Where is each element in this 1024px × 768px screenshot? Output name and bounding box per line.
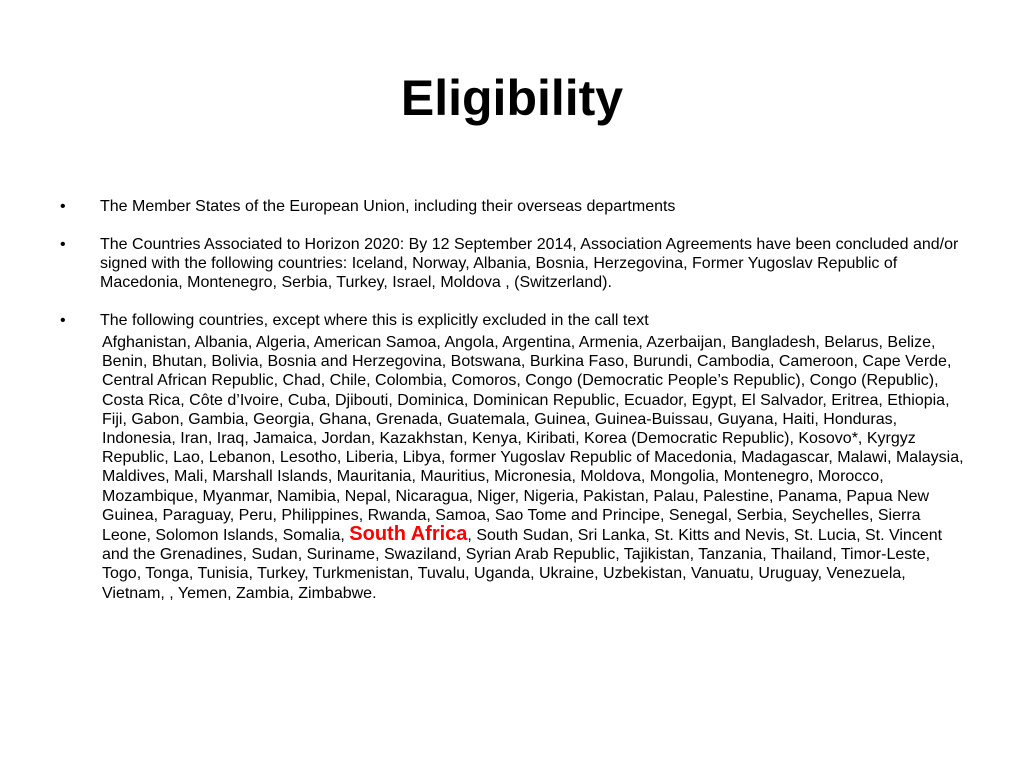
bullet-text: The following countries, except where this is explicitly excluded in the call text [100,312,649,329]
country-list-after: , South Sudan, Sri Lanka, St. Kitts and Nevis, St. Lucia, St. Vincent and the Grenadines, Sudan, Suriname, Swaziland, Syrian Arab Republic, Tajikistan, Tanzania, Thailand, Timor-Leste, Togo, Tonga, Tunisia, Turkey, Turkmenistan, Tuvalu, Uganda, Ukraine, Uzbekistan, Vanuatu, Uruguay, Venezuela, Vietnam, , Yemen, Zambia, Zimbabwe. [102,527,943,602]
slide-content [57,197,967,603]
bullet-text: The Member States of the European Union, including their overseas departments [100,198,676,215]
bullet-text: The Countries Associated to Horizon 2020: By 12 September 2014, Association Agreements have been concluded and/or signed with the following countries: Iceland, Norway, Albania, Bosnia, Herzegovina, Former Yugoslav Republic of Macedonia, Montenegro, Serbia, Turkey, Israel, Moldova , (Switzerland). [100,236,959,291]
highlighted-country: South Africa [349,523,468,546]
country-list-before: Afghanistan, Albania, Algeria, American Samoa, Angola, Argentina, Armenia, Azerbaijan, Bangladesh, Belarus, Belize, Benin, Bhutan, Bolivia, Bosnia and Herzegovina, Botswana, Burkina Faso, Burundi, Cambodia, Cameroon, Cape Verde, Central African Republic, Chad, Chile, Colombia, Comoros, Congo (Democratic People’s Republic), Congo (Republic), Costa Rica, Côte d’Ivoire, Cuba, Djibouti, Dominica, Dominican Republic, Ecuador, Egypt, El Salvador, Eritrea, Ethiopia, Fiji, Gabon, Gambia, Georgia, Ghana, Grenada, Guatemala, Guinea, Guinea-Buissau, Guyana, Haiti, Honduras, Indonesia, Iran, Iraq, Jamaica, Jordan, Kazakhstan, Kenya, Kiribati, Korea (Democratic Republic), Kosovo*, Kyrgyz Republic, Lao, Lebanon, Lesotho, Liberia, Libya, former Yugoslav Republic of Macedonia, Madagascar, Malawi, Malaysia, Maldives, Mali, Marshall Islands, Mauritania, Mauritius, Micronesia, Moldova, Mongolia, Montenegro, Morocco, Mozambique, Myanmar, Namibia, Nepal, Nicaragua, Niger, Nigeria, Pakistan, Palau, Palestine, Panama, Papua New Guinea, Paraguay, Peru, Philippines, Rwanda, Samoa, Sao Tome and Principe, Senegal, Serbia, Seychelles, Sierra Leone, Solomon Islands, Somalia, [102,334,964,545]
bullet-item-eu-members [57,197,967,216]
bullet-item-associated-countries [57,235,967,292]
country-list [57,333,967,603]
bullet-icon: • [60,236,66,253]
bullet-item-third-countries [57,311,967,330]
slide-title: Eligibility [400,70,624,126]
bullet-icon: • [60,198,66,215]
bullet-icon: • [60,312,66,329]
